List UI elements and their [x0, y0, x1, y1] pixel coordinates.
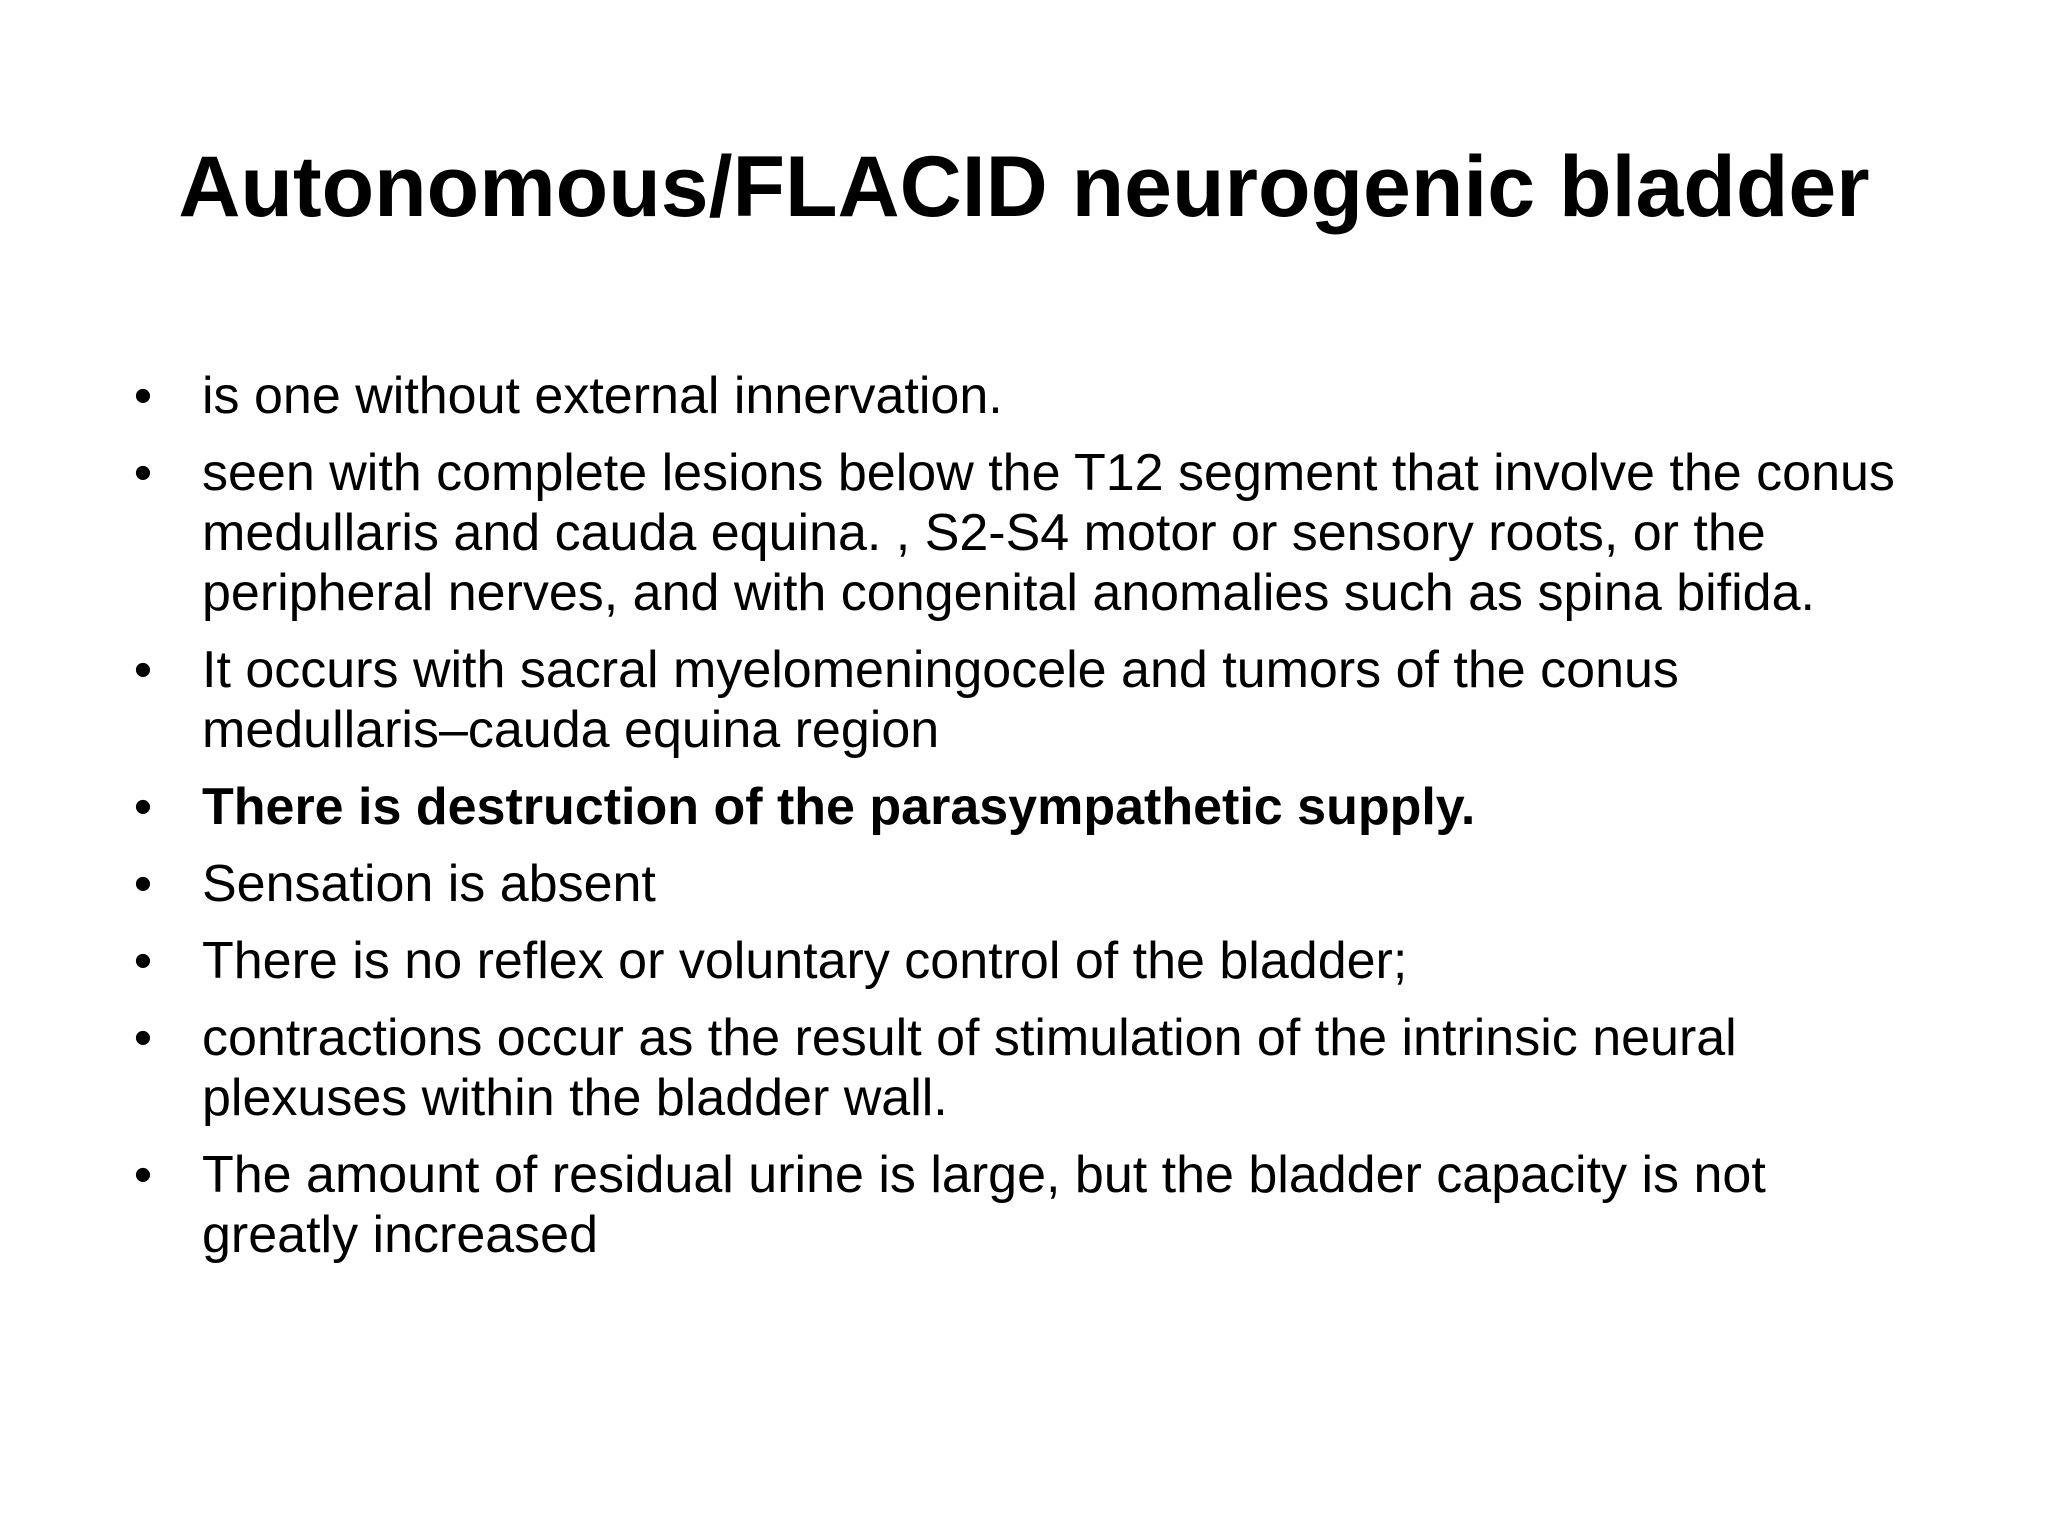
- bullet-item-5: [120, 854, 1950, 914]
- bullet-dot-icon: •: [133, 367, 153, 425]
- bullet-text: There is destruction of the parasympathetic supply.: [202, 778, 1476, 836]
- bullet-item-1: [120, 366, 1950, 426]
- bullet-dot-icon: •: [133, 641, 153, 699]
- bullet-dot-icon: •: [133, 444, 153, 502]
- bullet-item-2: [120, 443, 1950, 623]
- bullet-dot-icon: •: [133, 855, 153, 913]
- bullet-text: It occurs with sacral myelomeningocele and tumors of the conus medullaris–cauda equina region: [202, 641, 1679, 759]
- bullet-item-4: [120, 777, 1950, 837]
- bullet-dot-icon: •: [133, 932, 153, 990]
- slide-title: Autonomous/FLACID neurogenic bladder: [178, 139, 1870, 235]
- bullet-item-7: [120, 1008, 1950, 1128]
- bullet-list: [120, 366, 1950, 1282]
- bullet-item-3: [120, 640, 1950, 760]
- bullet-text: The amount of residual urine is large, but the bladder capacity is not greatly increased: [202, 1146, 1766, 1264]
- bullet-dot-icon: •: [133, 1146, 153, 1204]
- bullet-text: is one without external innervation.: [202, 367, 1003, 425]
- bullet-text: Sensation is absent: [202, 855, 656, 913]
- bullet-dot-icon: •: [133, 1009, 153, 1067]
- bullet-text: seen with complete lesions below the T12 segment that involve the conus medullaris and cauda equina. , S2-S4 motor or sensory roots, or the peripheral nerves, and with congenital anomalies such as spina bifida.: [202, 444, 1895, 622]
- bullet-dot-icon: •: [133, 778, 153, 836]
- bullet-text: contractions occur as the result of stimulation of the intrinsic neural plexuses within the bladder wall.: [202, 1009, 1737, 1127]
- bullet-item-8: [120, 1145, 1950, 1265]
- bullet-text: There is no reflex or voluntary control of the bladder;: [202, 932, 1408, 990]
- bullet-item-6: [120, 931, 1950, 991]
